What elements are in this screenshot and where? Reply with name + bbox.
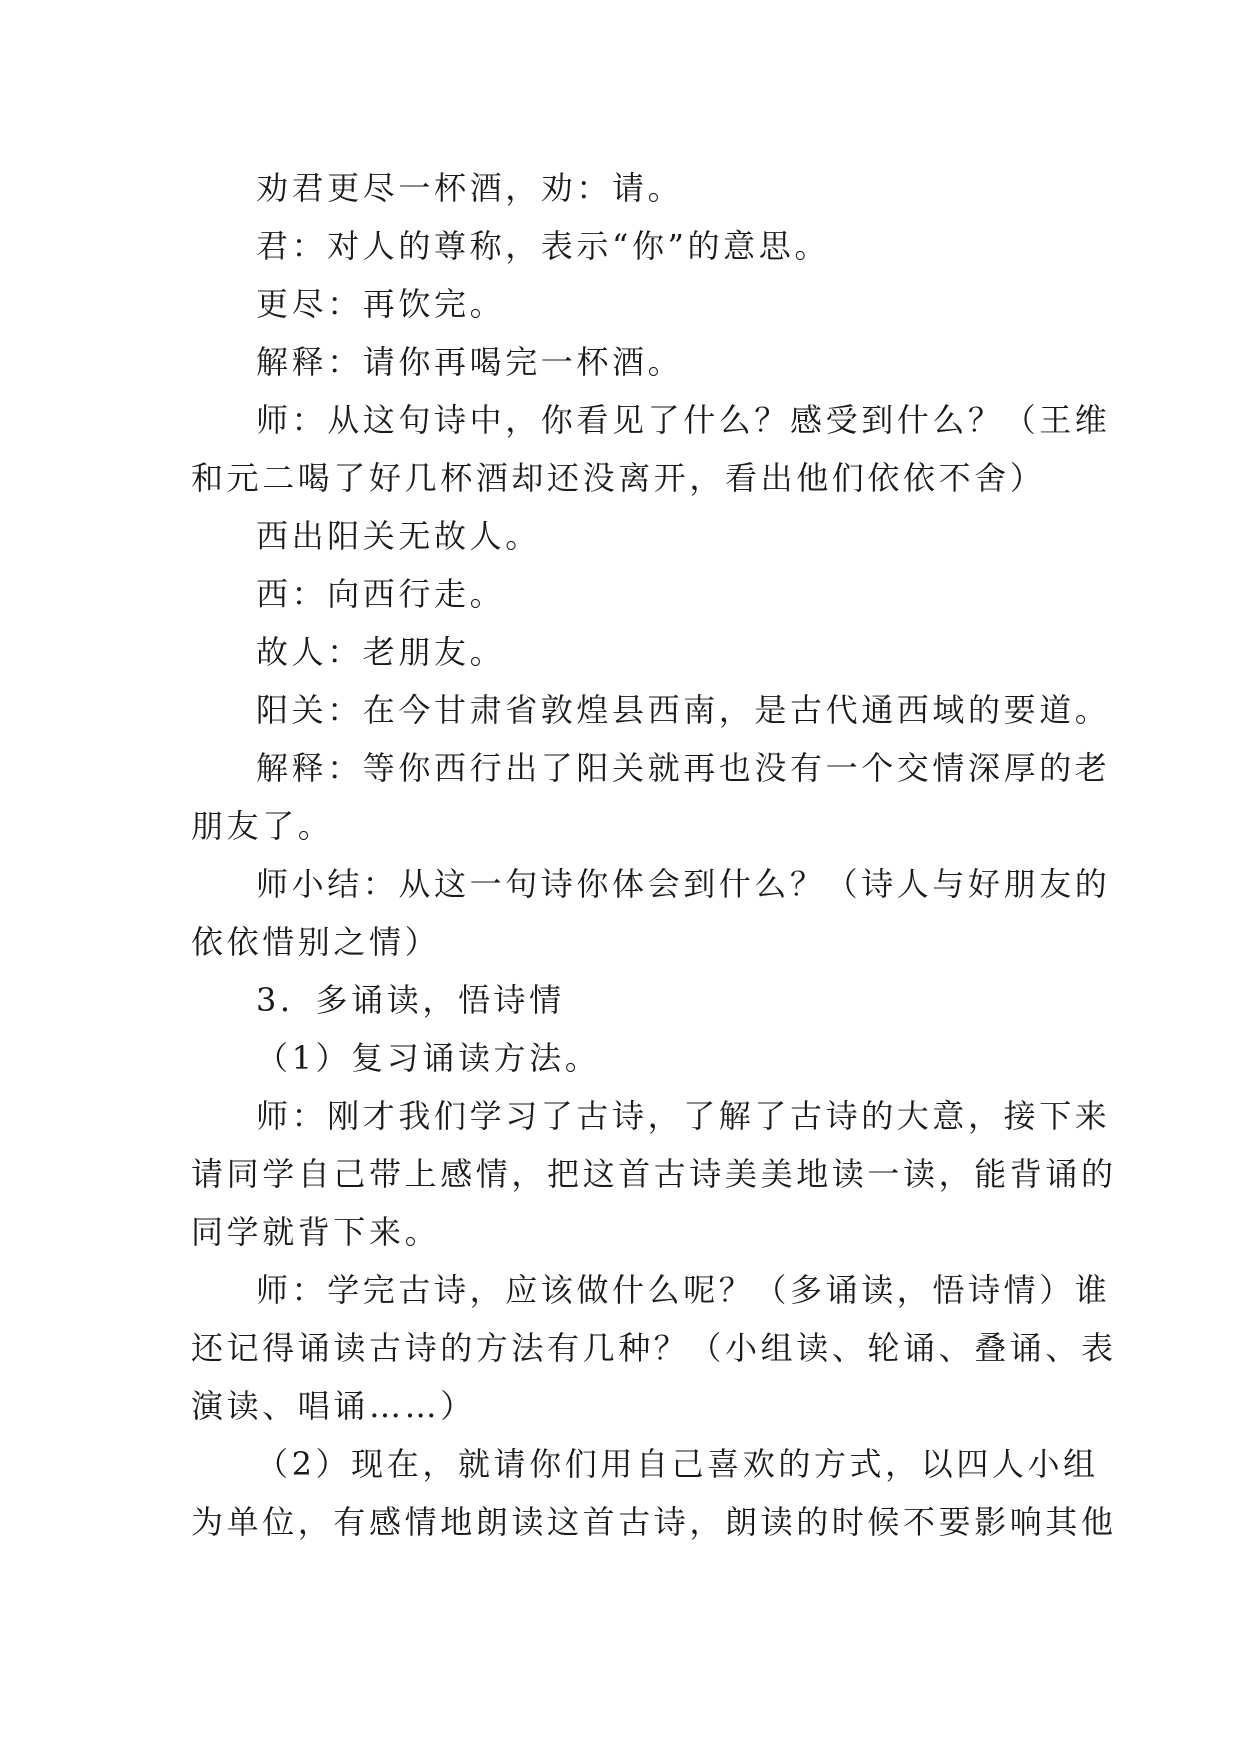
text-line: （2）现在，就请你们用自己喜欢的方式，以四人小组 bbox=[256, 1445, 1099, 1483]
text-line: 依依惜别之情） bbox=[191, 923, 441, 961]
text-line: 师：刚才我们学习了古诗，了解了古诗的大意，接下来 bbox=[256, 1097, 1111, 1135]
text-line: 师：从这句诗中，你看见了什么？感受到什么？（王维 bbox=[256, 401, 1111, 439]
text-line: 请同学自己带上感情，把这首古诗美美地读一读，能背诵的 bbox=[191, 1155, 1117, 1193]
text-line: 师小结：从这一句诗你体会到什么？（诗人与好朋友的 bbox=[256, 865, 1111, 903]
text-line: 演读、唱诵……） bbox=[191, 1387, 476, 1425]
text-line: 阳关：在今甘肃省敦煌县西南，是古代通西域的要道。 bbox=[256, 691, 1111, 729]
text-line: 还记得诵读古诗的方法有几种？（小组读、轮诵、叠诵、表 bbox=[191, 1329, 1117, 1367]
text-line: 和元二喝了好几杯酒却还没离开，看出他们依依不舍） bbox=[191, 459, 1046, 497]
text-line: 西出阳关无故人。 bbox=[256, 517, 541, 555]
section-heading: 3．多诵读，悟诗情 bbox=[256, 981, 565, 1019]
text-line: 解释：请你再喝完一杯酒。 bbox=[256, 343, 684, 381]
text-line: 同学就背下来。 bbox=[191, 1213, 441, 1251]
text-line: 劝君更尽一杯酒，劝：请。 bbox=[256, 169, 684, 207]
text-line: 师：学完古诗，应该做什么呢？（多诵读，悟诗情）谁 bbox=[256, 1271, 1111, 1309]
text-line: 朋友了。 bbox=[191, 807, 334, 845]
text-line: 为单位，有感情地朗读这首古诗，朗读的时候不要影响其他 bbox=[191, 1503, 1117, 1541]
text-line: 西：向西行走。 bbox=[256, 575, 506, 613]
text-line: 故人：老朋友。 bbox=[256, 633, 506, 671]
text-line: 更尽：再饮完。 bbox=[256, 285, 506, 323]
text-line: 君：对人的尊称，表示“你”的意思。 bbox=[256, 227, 830, 265]
text-line: （1）复习诵读方法。 bbox=[256, 1039, 601, 1077]
text-line: 解释：等你西行出了阳关就再也没有一个交情深厚的老 bbox=[256, 749, 1111, 787]
